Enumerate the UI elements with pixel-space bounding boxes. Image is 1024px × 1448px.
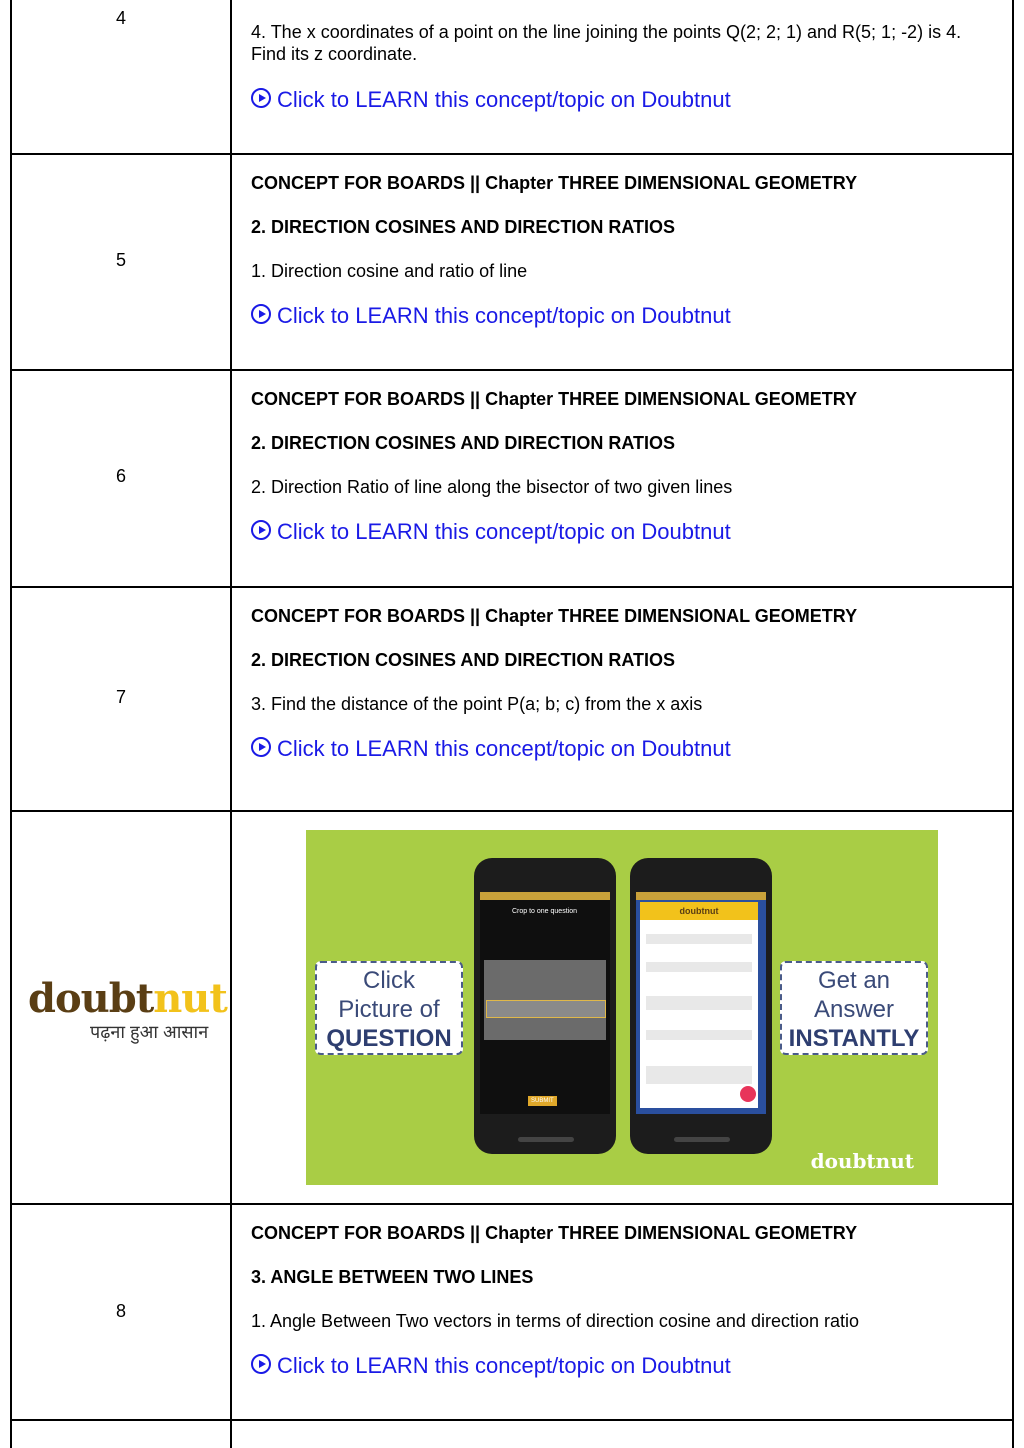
- learn-link[interactable]: Click to LEARN this concept/topic on Doubtnut: [251, 519, 731, 545]
- row-number: 8: [115, 1301, 126, 1321]
- play-circle-icon: [251, 1354, 271, 1374]
- banner-footer-logo: doubtnut: [810, 1149, 914, 1173]
- doubtnut-logo: doubtnut पढ़ना हुआ आसान: [28, 975, 227, 1042]
- topic-text: 1. Angle Between Two vectors in terms of direction cosine and direction ratio: [251, 1311, 859, 1331]
- phone-camera-mockup: Crop to one question SUBMIT: [474, 858, 616, 1154]
- click-picture-tag: Click Picture of QUESTION: [315, 961, 463, 1055]
- logo-tagline: पढ़ना हुआ आसान: [90, 1022, 209, 1042]
- promo-banner[interactable]: [306, 830, 938, 1185]
- row-divider: [10, 369, 1014, 371]
- row-number: 5: [115, 250, 126, 270]
- row-divider: [10, 153, 1014, 155]
- row-number: 7: [115, 687, 126, 707]
- concept-heading: CONCEPT FOR BOARDS || Chapter THREE DIMENSIONAL GEOMETRY: [251, 173, 858, 193]
- play-circle-icon: [251, 737, 271, 757]
- section-heading: 2. DIRECTION COSINES AND DIRECTION RATIOS: [251, 650, 676, 670]
- learn-link[interactable]: Click to LEARN this concept/topic on Doubtnut: [251, 87, 731, 113]
- row-divider: [10, 1419, 1014, 1421]
- section-heading: 2. DIRECTION COSINES AND DIRECTION RATIOS: [251, 433, 676, 453]
- question-text: 4. The x coordinates of a point on the line joining the points Q(2; 2; 1) and R(5; 1; -2) is 4. Find its z coordinate.: [251, 22, 962, 64]
- topic-text: 1. Direction cosine and ratio of line: [251, 261, 528, 281]
- section-heading: 2. DIRECTION COSINES AND DIRECTION RATIOS: [251, 217, 676, 237]
- row-number: 6: [115, 466, 126, 486]
- learn-link[interactable]: Click to LEARN this concept/topic on Doubtnut: [251, 736, 731, 762]
- row-divider: [10, 1203, 1014, 1205]
- concept-heading: CONCEPT FOR BOARDS || Chapter THREE DIMENSIONAL GEOMETRY: [251, 1223, 858, 1243]
- phone-answer-mockup: doubtnut: [630, 858, 772, 1154]
- topic-text: 3. Find the distance of the point P(a; b; c) from the x axis: [251, 694, 703, 714]
- concept-heading: CONCEPT FOR BOARDS || Chapter THREE DIMENSIONAL GEOMETRY: [251, 389, 858, 409]
- row-divider: [10, 810, 1014, 812]
- play-circle-icon: [251, 88, 271, 108]
- learn-link[interactable]: Click to LEARN this concept/topic on Doubtnut: [251, 303, 731, 329]
- play-circle-icon: [251, 520, 271, 540]
- table-border-right: [1012, 0, 1014, 1448]
- row-number: 4: [115, 8, 126, 28]
- row-divider: [10, 586, 1014, 588]
- play-circle-icon: [251, 304, 271, 324]
- section-heading: 3. ANGLE BETWEEN TWO LINES: [251, 1267, 534, 1287]
- table-column-divider: [230, 0, 232, 1448]
- table-border-left: [10, 0, 12, 1448]
- get-answer-tag: Get an Answer INSTANTLY: [780, 961, 928, 1055]
- topic-text: 2. Direction Ratio of line along the bisector of two given lines: [251, 477, 733, 497]
- concept-heading: CONCEPT FOR BOARDS || Chapter THREE DIMENSIONAL GEOMETRY: [251, 606, 858, 626]
- table-row: [251, 21, 1001, 112]
- learn-link[interactable]: Click to LEARN this concept/topic on Doubtnut: [251, 1353, 731, 1379]
